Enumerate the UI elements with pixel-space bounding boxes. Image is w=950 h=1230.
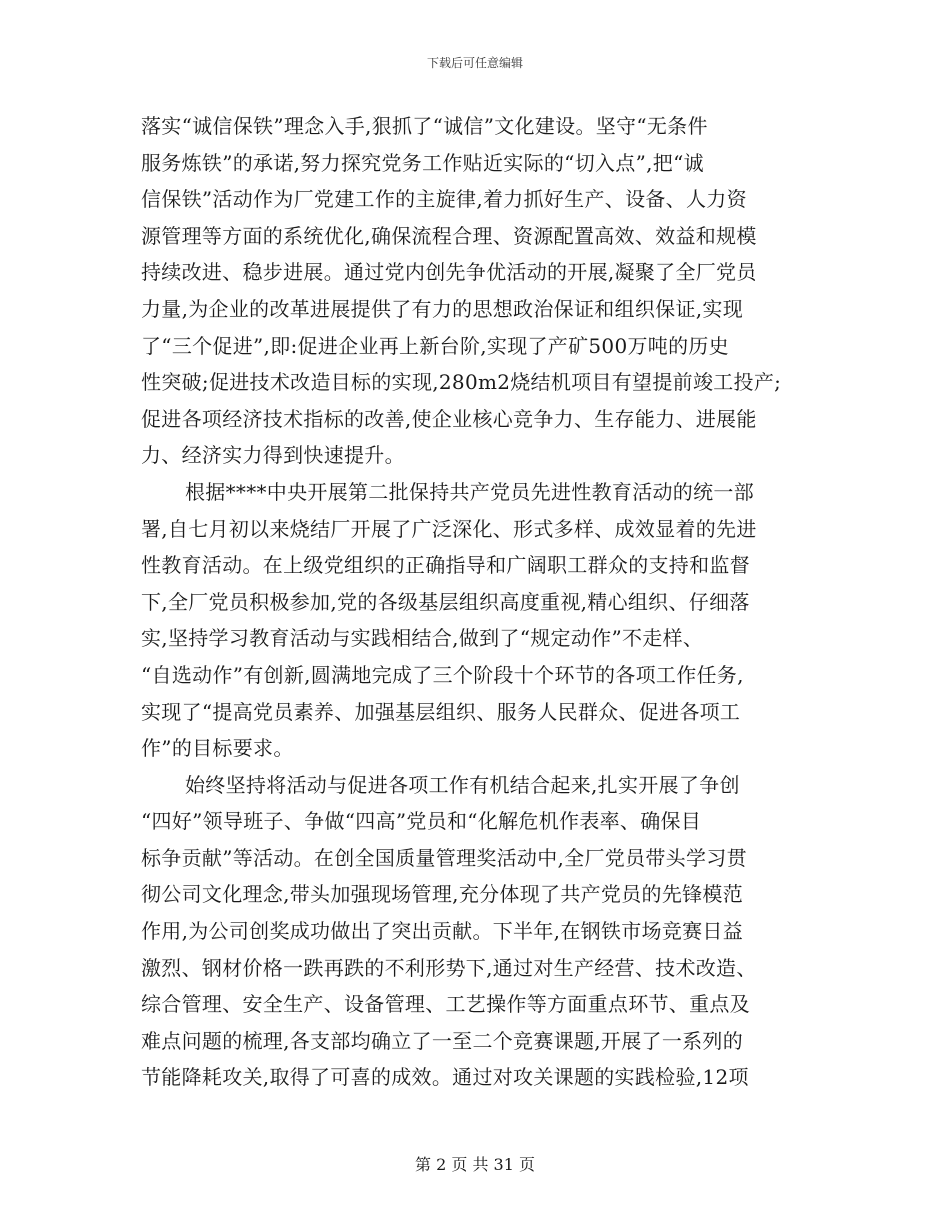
document-body [141, 108, 809, 1096]
page-footer: 第 2 页 共 31 页 [415, 1155, 535, 1174]
text-line: 激烈、钢材价格一跌再跌的不利形势下,通过对生产经营、技术改造、 [141, 955, 757, 980]
text-line: 落实“诚信保铁”理念入手,狠抓了“诚信”文化建设。坚守“无条件 [141, 114, 708, 138]
text-line: 综合管理、安全生产、设备管理、工艺操作等方面重点环节、重点及 [141, 992, 750, 1017]
text-line: 作用,为公司创奖成功做出了突出贡献。下半年,在钢铁市场竞赛日益 [141, 919, 744, 944]
text-line: 信保铁”活动作为厂党建工作的主旋律,着力抓好生产、设备、人力资 [141, 187, 747, 212]
text-line: 持续改进、稳步进展。通过党内创先争优活动的开展,凝聚了全厂党员 [141, 260, 757, 285]
text-line: 源管理等方面的系统优化,确保流程合理、资源配置高效、效益和规模 [141, 223, 757, 248]
text-line: “四好”领导班子、争做“四高”党员和“化解危机作表率、确保目 [141, 809, 702, 834]
text-line: 下,全厂党员积极参加,党的各级基层组织高度重视,精心组织、仔细落 [141, 589, 750, 614]
text-line: 署,自七月初以来烧结厂开展了广泛深化、形式多样、成效显着的先进 [141, 516, 757, 541]
text-line: 了“三个促进”,即:促进企业再上新台阶,实现了产矿500万吨的历史 [141, 333, 729, 358]
text-line: 实,坚持学习教育活动与实践相结合,做到了“规定动作”不走样、 [141, 626, 704, 651]
text-line: 始终坚持将活动与促进各项工作有机结合起来,扎实开展了争创 [185, 772, 740, 797]
text-line: 性教育活动。在上级党组织的正确指导和广阔职工群众的支持和监督 [141, 553, 750, 578]
text-line: “自选动作”有创新,圆满地完成了三个阶段十个环节的各项工作任务, [141, 662, 744, 687]
text-line: 根据****中央开展第二批保持共产党员先进性教育活动的统一部 [185, 479, 754, 504]
text-line: 性突破;促进技术改造目标的实现,280m2烧结机项目有望提前竣工投产; [141, 370, 782, 395]
text-line: 标争贡献”等活动。在创全国质量管理奖活动中,全厂党员带头学习贯 [141, 845, 747, 870]
text-line: 节能降耗攻关,取得了可喜的成效。通过对攻关课题的实践检验,12项 [141, 1065, 749, 1090]
text-line: 力、经济实力得到快速提升。 [141, 443, 405, 468]
page-header: 下载后可任意编辑 [426, 56, 523, 70]
text-line: 难点问题的梳理,各支部均确立了一至二个竞赛课题,开展了一系列的 [141, 1028, 744, 1053]
text-line: 彻公司文化理念,带头加强现场管理,充分体现了共产党员的先锋模范 [141, 882, 744, 907]
text-line: 作”的目标要求。 [141, 736, 294, 761]
text-line: 促进各项经济技术指标的改善,使企业核心竞争力、生存能力、进展能 [141, 406, 757, 431]
text-line: 实现了“提高党员素养、加强基层组织、服务人民群众、促进各项工 [141, 699, 741, 724]
text-line: 服务炼铁”的承诺,努力探究党务工作贴近实际的“切入点”,把“诚 [141, 150, 704, 175]
text-line: 力量,为企业的改革进展提供了有力的思想政治保证和组织保证,实现 [141, 296, 744, 321]
